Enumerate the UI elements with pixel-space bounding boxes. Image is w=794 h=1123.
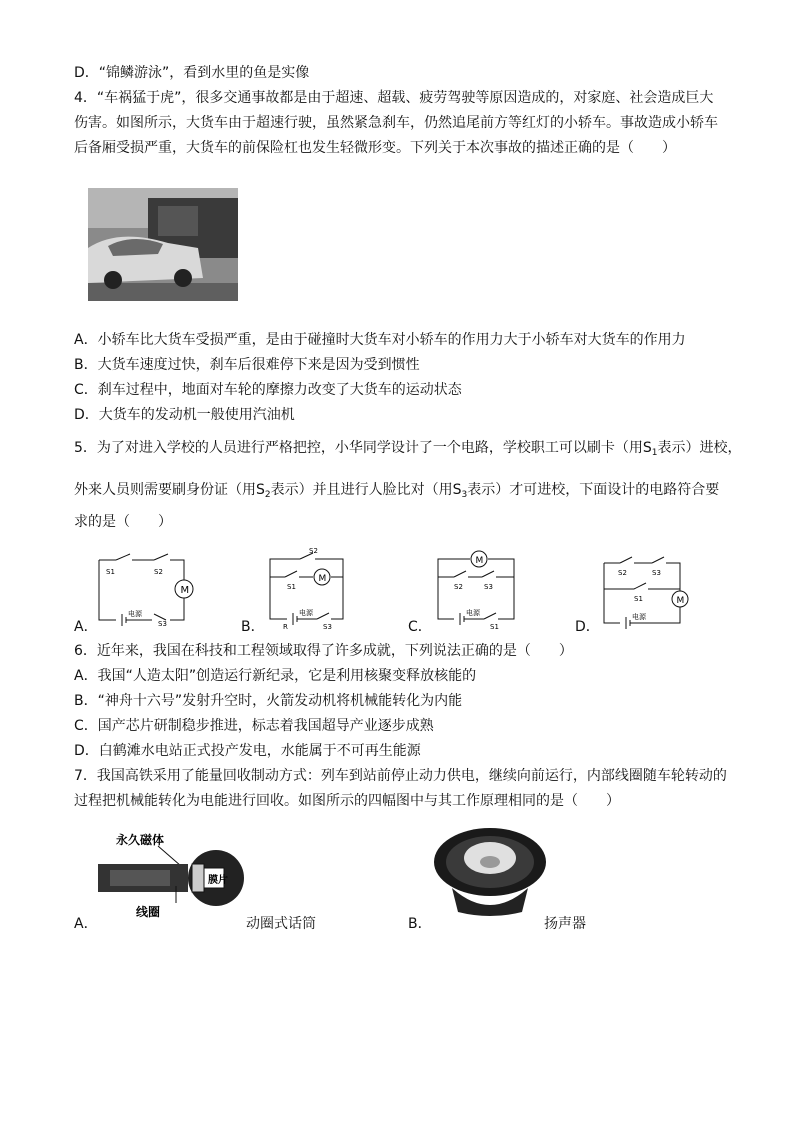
speaker-figure — [430, 822, 550, 922]
q4-option-b: B．大货车速度过快，刹车后很难停下来是因为受到惯性 — [74, 357, 420, 373]
coil-label: 线圈 — [136, 905, 161, 919]
power-label: 电源 — [466, 609, 480, 617]
q7-option-a-label: A． — [74, 916, 98, 932]
power-label: 电源 — [632, 613, 646, 621]
q5-stem-line2: 外来人员则需要刷身份证（用$S_2$表示）并且进行人脸比对（用$S_3$表示）才可进校，下面设计的电路符合要 — [74, 482, 720, 500]
q6-option-a: A．我国“人造太阳”创造运行新纪录，它是利用核聚变释放核能的 — [74, 668, 477, 684]
q4-option-a: A．小轿车比大货车受损严重，是由于碰撞时大货车对小轿车的作用力大于小轿车对大货车的作用力 — [74, 332, 686, 348]
q5-stem-line1: 5．为了对进入学校的人员进行严格把控，小华同学设计了一个电路，学校职工可以刷卡（用$S_1$表示）进校， — [74, 440, 742, 458]
switch-label-s1: S1 — [106, 568, 115, 576]
q7-option-b-caption: 扬声器 — [544, 916, 586, 932]
q6-option-d: D．白鹤滩水电站正式投产发电，水能属于不可再生能源 — [74, 743, 421, 759]
q5-option-a-label: A． — [74, 619, 98, 635]
motor-symbol-label: M — [676, 596, 685, 606]
q6-stem: 6．近年来，我国在科技和工程领域取得了许多成就，下列说法正确的是（ ） — [74, 643, 573, 659]
q7-option-b-label: B． — [408, 916, 432, 932]
switch-label-s2: S2 — [454, 583, 463, 591]
q7-option-a-caption: 动圈式话筒 — [246, 916, 316, 932]
q5-option-b-label: B． — [241, 619, 265, 635]
diaphragm-label: 膜片 — [208, 875, 228, 886]
switch-label-s1: S1 — [634, 595, 643, 603]
magnet-label: 永久磁体 — [116, 833, 165, 847]
circuit-diagram-b — [265, 547, 355, 631]
moving-coil-microphone-figure — [96, 828, 246, 923]
circuit-diagram-d — [600, 553, 690, 631]
q7-stem-line2: 过程把机械能转化为电能进行回收。如图所示的四幅图中与其工作原理相同的是（ ） — [74, 793, 620, 809]
switch-label-s3: S3 — [652, 569, 661, 577]
resistor-label: R — [283, 623, 288, 631]
q7-stem-line1: 7．我国高铁采用了能量回收制动方式：列车到站前停止动力供电，继续向前运行，内部线圈随车轮转动的 — [74, 768, 727, 784]
accident-photo — [88, 188, 238, 301]
q3-option-d: D．“锦鳞游泳”，看到水里的鱼是实像 — [74, 65, 310, 81]
power-label: 电源 — [128, 610, 142, 618]
switch-label-s2: S2 — [309, 547, 318, 555]
q6-option-c: C．国产芯片研制稳步推进，标志着我国超导产业逐步成熟 — [74, 718, 434, 734]
circuit-diagram-a — [96, 550, 196, 630]
motor-symbol-label: M — [180, 585, 190, 596]
switch-label-s1: S1 — [490, 623, 499, 631]
q4-option-d: D．大货车的发动机一般使用汽油机 — [74, 407, 295, 423]
motor-symbol-label: M — [475, 556, 484, 566]
switch-label-s1: S1 — [287, 583, 296, 591]
switch-label-s3: S3 — [323, 623, 332, 631]
q5-option-c-label: C． — [408, 619, 432, 635]
q4-stem-line1: 4．“车祸猛于虎”，很多交通事故都是由于超速、超载、疲劳驾驶等原因造成的，对家庭、社会造成巨大 — [74, 90, 714, 106]
motor-symbol-label: M — [318, 574, 327, 584]
switch-label-s3: S3 — [484, 583, 493, 591]
q4-stem-line3: 后备厢受损严重，大货车的前保险杠也发生轻微形变。下列关于本次事故的描述正确的是（ ） — [74, 140, 676, 156]
circuit-diagram-c — [432, 547, 522, 631]
q5-option-d-label: D． — [575, 619, 600, 635]
q5-stem-line3: 求的是（ ） — [74, 514, 172, 530]
switch-label-s2: S2 — [618, 569, 627, 577]
switch-label-s2: S2 — [154, 568, 163, 576]
q6-option-b: B．“神舟十六号”发射升空时，火箭发动机将机械能转化为内能 — [74, 693, 463, 709]
q4-option-c: C．刹车过程中，地面对车轮的摩擦力改变了大货车的运动状态 — [74, 382, 462, 398]
power-label: 电源 — [299, 609, 313, 617]
switch-label-s3: S3 — [158, 620, 167, 628]
q4-stem-line2: 伤害。如图所示，大货车由于超速行驶，虽然紧急刹车，仍然追尾前方等红灯的小轿车。事故造成小轿车 — [74, 115, 718, 131]
